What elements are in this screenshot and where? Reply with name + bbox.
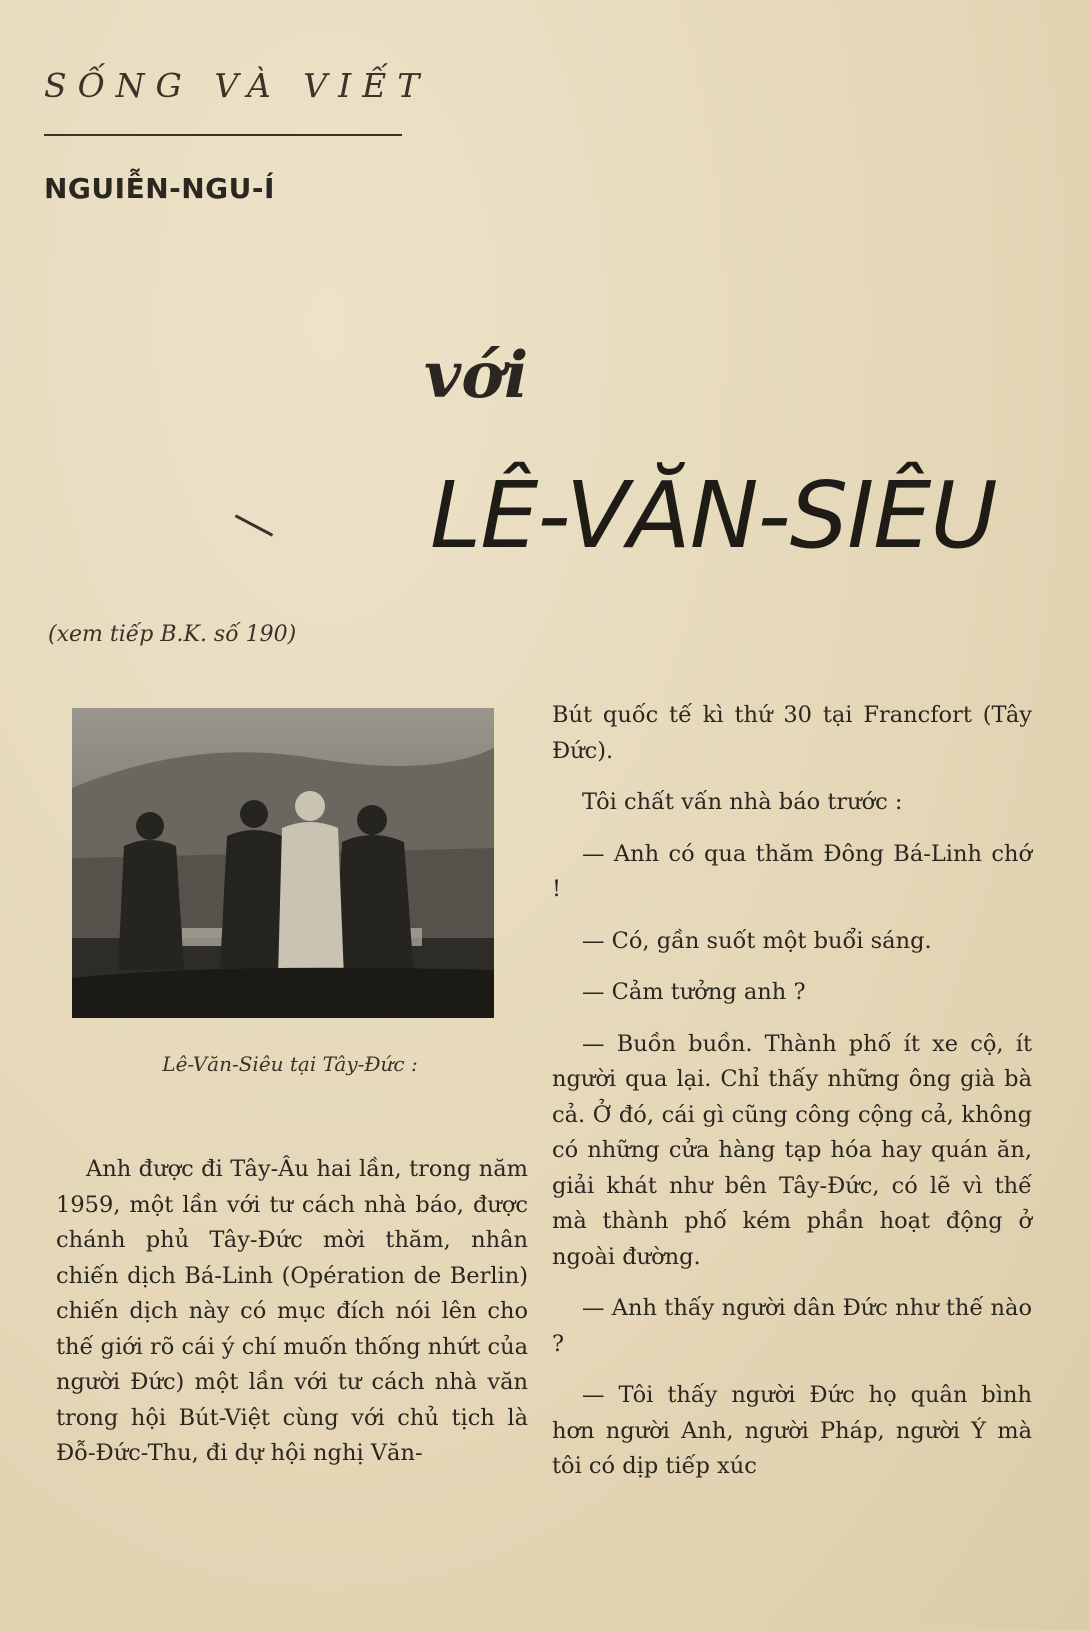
- paragraph: — Tôi thấy người Đức họ quân bình hơn người Anh, người Pháp, người Ý mà tôi có dịp tiếp xúc: [552, 1382, 1032, 1479]
- article-photo: [72, 708, 494, 1018]
- paragraph: — Anh có qua thăm Đông Bá-Linh chớ !: [552, 840, 1032, 902]
- paragraph: Tôi chất vấn nhà báo trước :: [582, 789, 903, 815]
- title-with: với: [424, 338, 529, 413]
- paragraph: — Có, gần suốt một buổi sáng.: [582, 927, 932, 954]
- decorative-dash: [235, 514, 273, 536]
- right-column: [552, 698, 1032, 1501]
- header-rule: [44, 134, 402, 136]
- author-name: NGUIỄN-NGU-Í: [44, 172, 275, 205]
- continued-note: (xem tiếp B.K. số 190): [48, 622, 297, 647]
- paragraph: — Cảm tưởng anh ?: [582, 979, 806, 1005]
- paragraph: Anh được đi Tây-Âu hai lần, trong năm 1959, một lần với tư cách nhà báo, được chánh phủ Tây-Đức mời thăm, nhân chiến dịch Bá-Linh (Opération de Berlin) chiến dịch này có mục đích nói lên cho thế giới rõ cái ý chí muốn thống nhứt của người Đức) một lần với tư cách nhà văn trong hội Bút-Việt cùng với chủ tịch là Đỗ-Đức-Thu, đi dự hội nghị Văn-: [56, 1156, 528, 1466]
- section-kicker: SỐNG VÀ VIẾT: [44, 66, 431, 105]
- article-headline: LÊ-VĂN-SIÊU: [430, 462, 997, 569]
- paragraph: — Anh thấy người dân Đức như thế nào ?: [552, 1295, 1032, 1357]
- paragraph: — Buồn buồn. Thành phố ít xe cộ, ít người qua lại. Chỉ thấy những ông già bà cả. Ở đó, cái gì cũng công cộng cả, không có những cửa hàng tạp hóa hay quán ăn, giải khát như bên Tây-Đức, có lẽ vì thế mà thành phố kém phần hoạt động ở ngoài đường.: [552, 1030, 1032, 1270]
- left-column: [56, 1152, 528, 1488]
- photo-illustration: [72, 708, 494, 1018]
- photo-caption: Lê-Văn-Siêu tại Tây-Đức :: [162, 1052, 418, 1076]
- paragraph: Bút quốc tế kì thứ 30 tại Francfort (Tây Đức).: [552, 702, 1032, 764]
